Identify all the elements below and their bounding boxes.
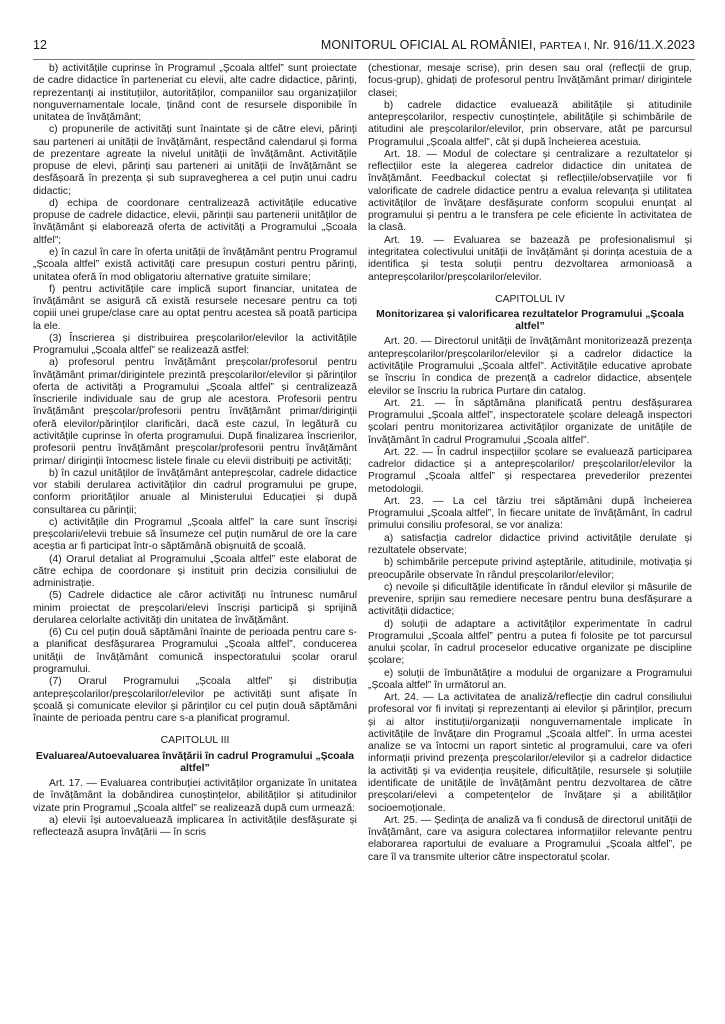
- paragraph: Art. 19. — Evaluarea se bazează pe profesionalismul și integritatea colectivului unității de învățământ și dorința acestuia de a identifica și testa soluții pentru dezvoltarea armonioasă a antepreșcolarilor/preșcolarilor/elevilor.: [368, 234, 692, 283]
- paragraph: Art. 22. — În cadrul inspecțiilor școlare se evaluează participarea cadrelor didactice și a antepreșcolarilor/ preșcolarilor/elevilor la Programul „Școala altfel” și respectarea prevederilor prezentei metodologii.: [368, 446, 692, 495]
- paragraph: b) activitățile cuprinse în Programul „Școala altfel” sunt proiectate de cadre didactice în parteneriat cu elevii, alte cadre didactice, părinți, reprezentanți ai instituțiilor, autorităților, companiilor sau organizațiilor nonguvernamentale locale, ținând cont de resursele disponibile în unitatea de învățământ;: [33, 63, 357, 124]
- page-header: [33, 36, 695, 56]
- paragraph: a) profesorul pentru învățământ preșcolar/profesorul pentru învățământ primar/dirigintele prezintă preșcolarilor/elevilor și părinților oferta de activități a Programului „Școala altfel” și centralizează înscrierile individuale sau de grup ale acestora. Profesorii pentru învățământ preșcolar/profesorii pentru învățământ primar/diriginții oferă elevilor/părinților clarificări, dacă este cazul, în legătură cu activitățile cuprinse în oferta programului. După finalizarea înscrierilor, profesorii pentru învățământ preșcolar/profesorii pentru învățământ primar/ diriginții întocmesc listele finale cu elevii distribuiți pe activități;: [33, 357, 357, 467]
- paragraph: (7) Orarul Programului „Școala altfel” și distribuția antepreșcolarilor/preșcolarilor/elevilor pe activități sunt afișate în școală și comunicate elevilor și părinților cu cel puțin două săptămâni înainte de perioada pentru care s-a planificat programul.: [33, 676, 357, 725]
- chapter-3-label: CAPITOLUL III: [160, 735, 230, 747]
- journal-part: PARTEA I,: [539, 40, 590, 52]
- right-column: [368, 63, 692, 864]
- header-rule: [33, 59, 695, 60]
- paragraph: a) elevii își autoevaluează implicarea în activitățile desfășurate și reflectează asupra învățării — în scris: [33, 814, 357, 839]
- paragraph: (6) Cu cel puțin două săptămâni înainte de perioada pentru care s-a planificat desfășurarea Programului „Școala altfel”, conducerea unității de învățământ comunică inspectoratului școlar orarul programului.: [33, 627, 357, 676]
- paragraph: c) activitățile din Programul „Școala altfel” la care sunt înscriși preșcolarii/elevii trebuie să însumeze cel puțin numărul de ore la care aceștia ar fi participat într-o săptămână obișnuită de școală.: [33, 516, 357, 553]
- chapter-4-title: Monitorizarea și valorificarea rezultatelor Programului „Școala altfel”: [376, 309, 684, 333]
- chapter-3-title: Evaluarea/Autoevaluarea învățării în cadrul Programului „Școala altfel”: [35, 750, 355, 774]
- paragraph: (4) Orarul detaliat al Programului „Școala altfel” este elaborat de către echipa de coordonare și instituit prin decizia consiliului de administrație.: [33, 553, 357, 590]
- journal-name: MONITORUL OFICIAL AL ROMÂNIEI,: [320, 38, 537, 52]
- paragraph-continued: (chestionar, mesaje scrise), prin desen sau oral (reflecții de grup, focus-grup), ghidați de profesorul pentru învățământ primar/ dirigintele clasei;: [368, 63, 692, 99]
- paragraph: e) în cazul în care în oferta unității de învățământ pentru Programul „Școala altfel” există activități care presupun costuri pentru părinți, unitatea oferă în mod obligatoriu alternative gratuite similare;: [33, 246, 357, 283]
- paragraph: Art. 17. — Evaluarea contribuției activităților organizate în unitatea de învățământ la dobândirea cunoștințelor, abilităților și atitudinilor vizate prin Programul „Școala altfel” se realizează după cum urmează:: [33, 778, 357, 814]
- paragraph: Art. 18. — Modul de colectare și centralizare a rezultatelor și reflecțiilor este la alegerea cadrelor didactice din unitatea de învățământ. Feedbackul colectat și reflecțiile/observațiile vor fi valorificate de cadrele didactice pentru a evalua relevanța și utilitatea activităților de învățare desfășurate conform scopului enunțat al programului și pentru a le transfera pe cele eficiente în activitatea de la clasă.: [368, 148, 692, 234]
- paragraph: (5) Cadrele didactice ale căror activități nu întrunesc numărul minim proiectat de preșcolari/elevi înscriși participă și sprijină derularea celorlalte activități din unitatea de învățământ.: [33, 590, 357, 626]
- journal-issue: Nr. 916/11.X.2023: [593, 38, 695, 52]
- paragraph: b) în cazul unităților de învățământ antepreșcolar, cadrele didactice vor stabili derularea activităților din cadrul programului pe grupe, conform priorităților anuale al Ministerului Educației și după consultarea cu părinții;: [33, 467, 357, 516]
- paragraph: b) schimbările percepute privind așteptările, atitudinile, motivația și preocupările observate în rândul preșcolarilor/elevilor;: [368, 557, 692, 581]
- paragraph: Art. 25. — Ședința de analiză va fi condusă de directorul unității de învățământ, care va asigura colectarea informațiilor relevante pentru elaborarea raportului de evaluare a Programului „Școala altfel”, pe care îl va transmite ulterior către inspectoratul școlar.: [368, 814, 692, 863]
- paragraph: d) soluții de adaptare a activităților experimentate în cadrul Programului „Școala altfel” pentru a putea fi folosite pe tot parcursul anului școlar, în cadrul proceselor educative organizate pe discipline școlare;: [368, 618, 692, 667]
- paragraph: c) nevoile și dificultățile identificate în rândul elevilor și măsurile de prevenire, sprijin sau remediere necesare pentru buna desfășurare a activității didactice;: [368, 581, 692, 618]
- paragraph: Art. 23. — La cel târziu trei săptămâni după încheierea Programului „Școala altfel”, în fiecare unitate de învățământ, în cadrul primului consiliu profesoral, se vor analiza:: [368, 495, 692, 532]
- paragraph: c) propunerile de activități sunt înaintate și de către elevi, părinți sau parteneri ai unității de învățământ, respectând calendarul și forma de prezentare agreate la nivelul unității de învățământ. Activitățile propuse de elevi, părinți sau parteneri ai unității de învățământ se desfășoară în prezența și sub supravegherea a cel puțin unui cadru didactic;: [33, 124, 357, 197]
- chapter-4-label: CAPITOLUL IV: [495, 293, 565, 305]
- page-number: 12: [33, 38, 48, 52]
- paragraph: (3) Înscrierea și distribuirea preșcolarilor/elevilor la activitățile Programului „Școala altfel” se realizează astfel:: [33, 332, 357, 357]
- paragraph: Art. 21. — În săptămâna planificată pentru desfășurarea Programului „Școala altfel”, inspectoratele școlare deleagă inspectori școlari pentru monitorizarea activităților organizate de unitățile de învățământ în cadrul Programului „Școala altfel”.: [368, 397, 692, 446]
- paragraph: d) echipa de coordonare centralizează activitățile educative propuse de cadrele didactice, elevii, părinții sau partenerii unităților de învățământ și elaborează oferta de activități a Programului „Școala altfel”;: [33, 197, 357, 246]
- journal-title: [321, 38, 695, 52]
- left-column: [33, 63, 357, 839]
- paragraph: a) satisfacția cadrelor didactice privind activitățile derulate și rezultatele observate;: [368, 532, 692, 556]
- paragraph: e) soluții de îmbunătățire a modului de organizare a Programului „Școala altfel” în următorul an.: [368, 667, 692, 691]
- paragraph: f) pentru activitățile care implică suport financiar, unitatea de învățământ se asigură că există resursele necesare pentru ca toți copiii unei grupe/clase care au optat pentru acestea să poată participa la ele.: [33, 283, 357, 332]
- paragraph: Art. 24. — La activitatea de analiză/reflecție din cadrul consiliului profesoral vor fi invitați și reprezentanți ai elevilor și părinților, precum și ai altor instituții/organizații nonguvernamentale implicate în activitățile de învățare din Programul „Școala altfel”. În urma acestei analize se va întocmi un raport sintetic al programului, care va oferi informații privind prezența preșcolarilor/elevilor și a cadrelor didactice la activități și va evidenția reușitele, dificultățile, resursele și soluțiile identificate de unitățile de învățământ pentru dezvoltarea de către preșcolari/elevi a competențelor de învățare și a abilităților socioemoționale.: [368, 692, 692, 814]
- paragraph: Art. 20. — Directorul unității de învățământ monitorizează prezența antepreșcolarilor/preșcolarilor/elevilor și a cadrelor didactice la activitățile Programului „Școala altfel”. Activitățile educative aprobate se înscriu în condica de prezență a cadrelor didactice, absențele elevilor se înscriu la rubrica Purtare din catalog.: [368, 336, 692, 397]
- paragraph: b) cadrele didactice evaluează abilitățile și atitudinile antepreșcolarilor, respectiv cunoștințele, abilitățile și schimbările de atitudini ale preșcolarilor/elevilor, prin observare, atât pe parcursul Programului „Școala altfel”, cât și după încheierea acestuia.: [368, 99, 692, 148]
